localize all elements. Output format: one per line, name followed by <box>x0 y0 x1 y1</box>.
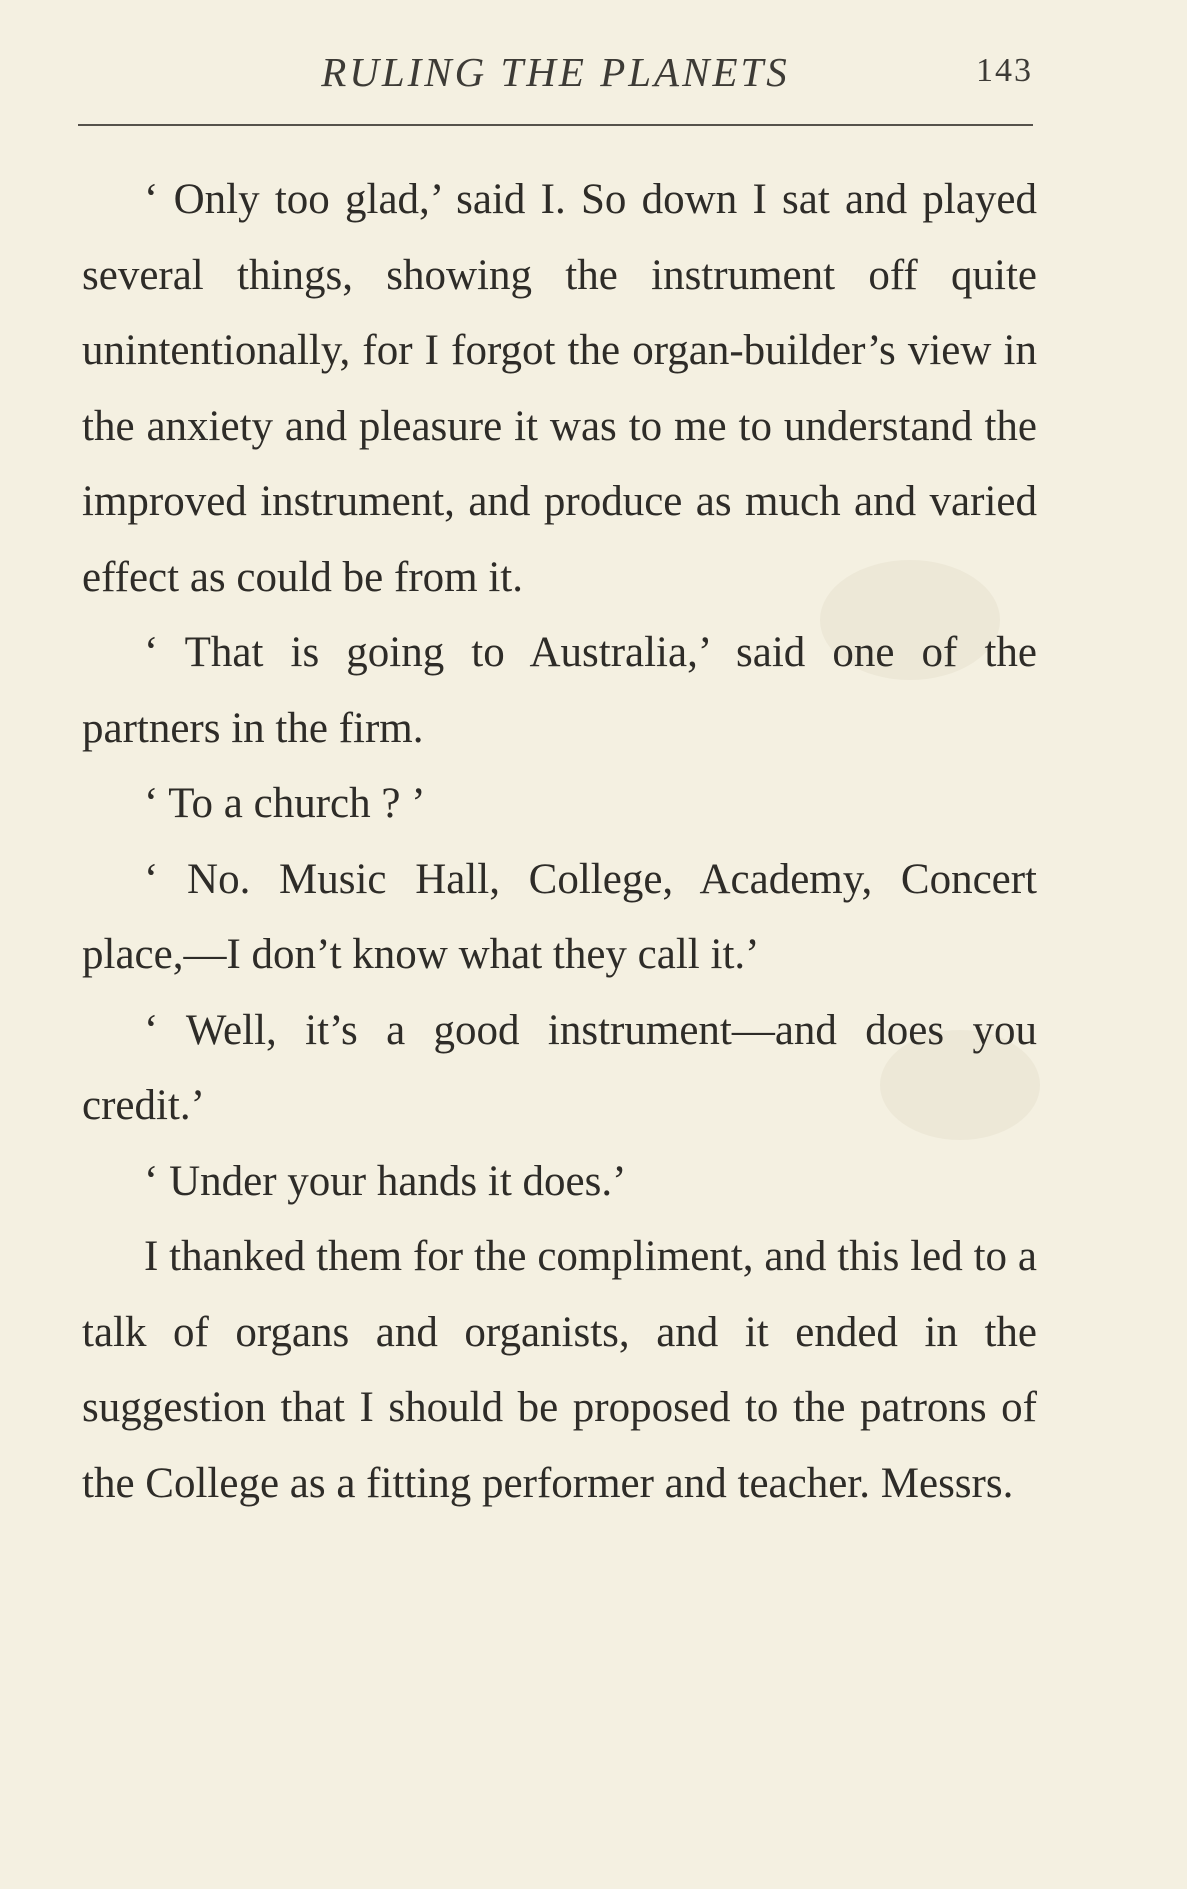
paragraph: ‘ Well, it’s a good instrument—and does you credit.’ <box>82 1006 1037 1129</box>
header-rule <box>78 124 1033 126</box>
running-title: RULING THE PLANETS <box>321 49 790 95</box>
paragraph: ‘ No. Music Hall, College, Academy, Concert place,—I don’t know what they call it.’ <box>82 855 1037 978</box>
running-head <box>78 48 1033 108</box>
page-number: 143 <box>976 52 1033 89</box>
body-text <box>82 162 1037 1521</box>
paragraph: ‘ Only too glad,’ said I. So down I sat and played several things, showing the instrument off quite unintentionally, for I forgot the organ-builder’s view in the anxiety and pleasure it was to me to understand the improved instrument, and produce as much and varied effect as could be from it. <box>82 176 1037 601</box>
paragraph: I thanked them for the compliment, and this led to a talk of organs and organists, and it ended in the suggestion that I should be proposed to the patrons of the College as a fitting performer and teacher. Messrs. <box>82 1233 1037 1507</box>
paragraph: ‘ That is going to Australia,’ said one of the partners in the firm. <box>82 629 1037 752</box>
paragraph: ‘ Under your hands it does.’ <box>144 1157 627 1205</box>
paragraph: ‘ To a church ? ’ <box>144 780 426 827</box>
